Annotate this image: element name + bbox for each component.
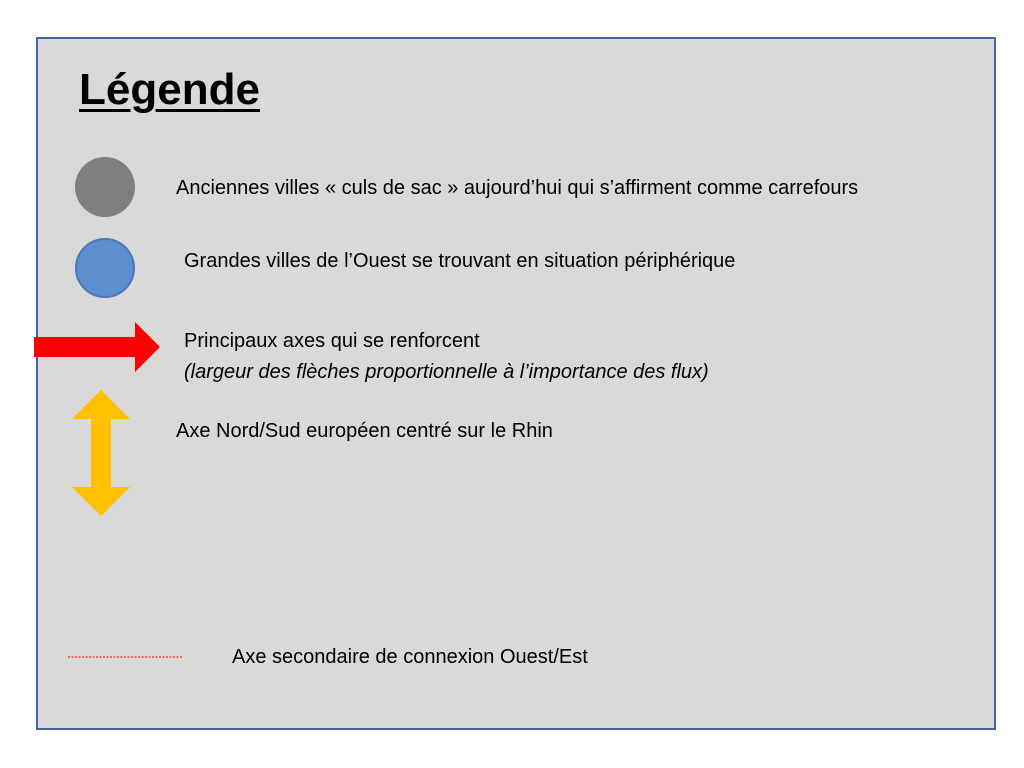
legend-label-north-south-axis: Axe Nord/Sud européen centré sur le Rhin — [176, 420, 553, 442]
legend-label-main-axes: Principaux axes qui se renforcent — [184, 330, 480, 352]
red-arrow-icon — [34, 322, 160, 372]
red-arrow-shape — [34, 322, 160, 372]
grey-circle-icon — [75, 157, 135, 217]
legend-label-main-axes-note: (largeur des flèches proportionnelle à l’importance des flux) — [184, 361, 709, 383]
blue-circle-icon — [75, 238, 135, 298]
legend-label-old-cities: Anciennes villes « culs de sac » aujourd’hui qui s’affirment comme carrefours — [176, 177, 859, 199]
legend-title: Légende — [79, 65, 260, 114]
orange-double-arrow-icon — [72, 390, 130, 516]
red-dashed-line-icon — [68, 655, 182, 659]
orange-double-arrow-shape — [72, 390, 130, 516]
legend-label-western-cities: Grandes villes de l’Ouest se trouvant en situation périphérique — [184, 250, 736, 272]
legend-label-secondary-axis: Axe secondaire de connexion Ouest/Est — [232, 646, 588, 668]
